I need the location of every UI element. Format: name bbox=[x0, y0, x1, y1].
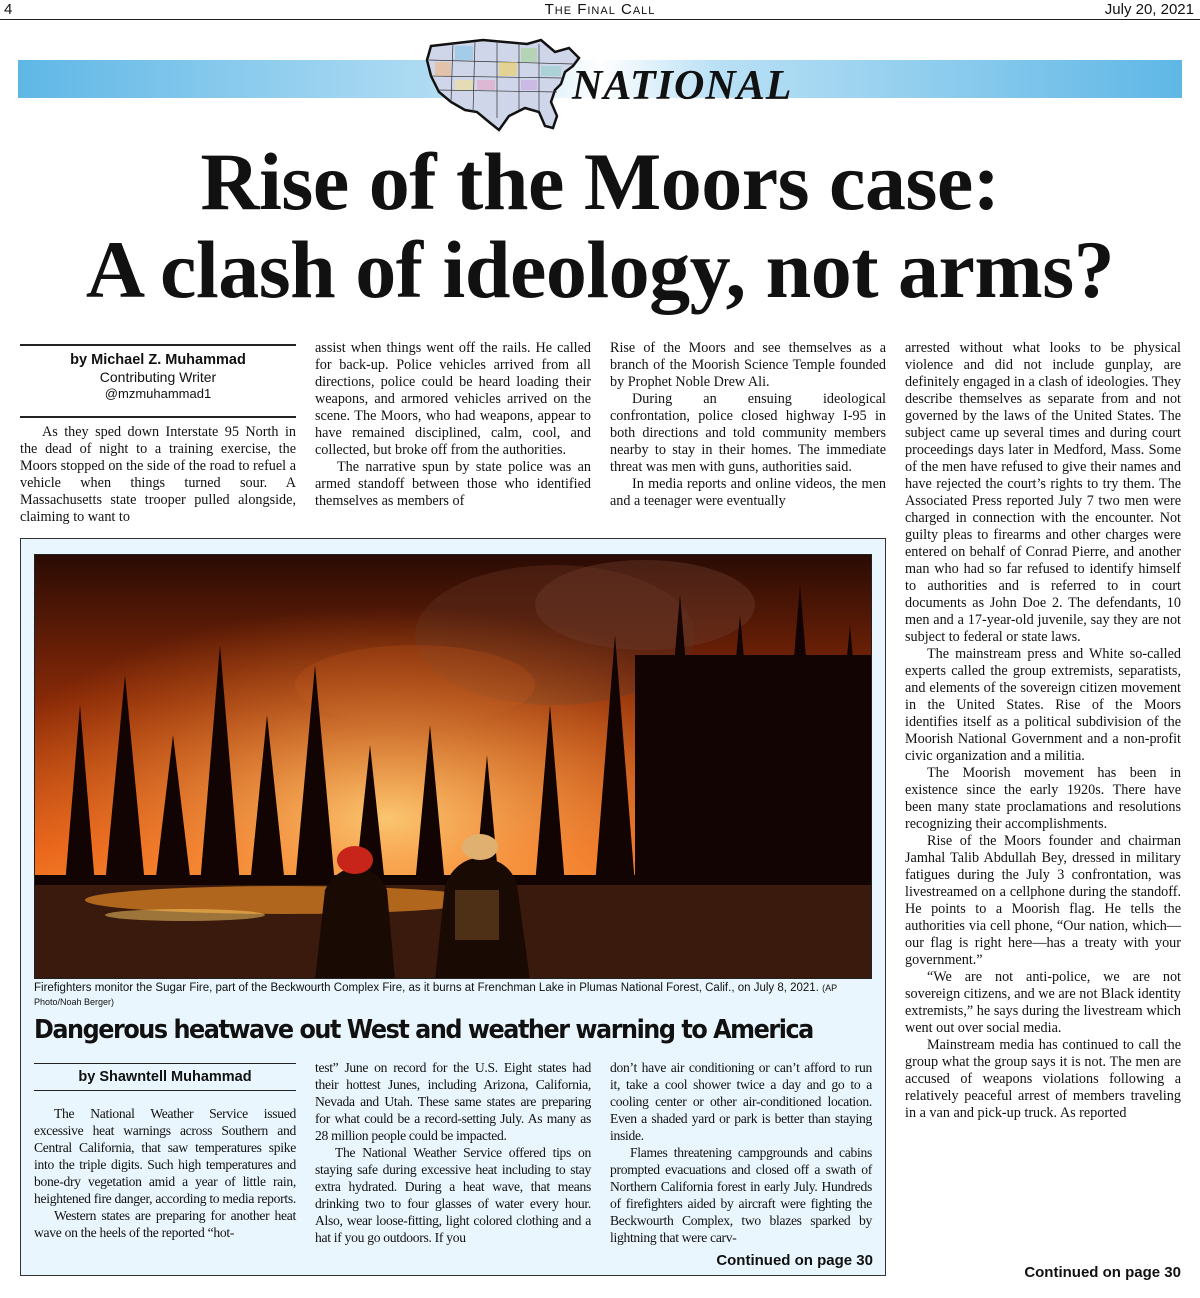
paragraph: Rise of the Moors founder and chairman Jamhal Talib Abdullah Bey, dressed in military fatigues during the July 3 confrontation, was livestreamed on a cellphone during the standoff. He points to a Moorish flag. He tells the authorities via cell phone, “Our nation, which—our flag is right here—has a treaty with your government.” bbox=[905, 833, 1181, 968]
continued-note: Continued on page 30 bbox=[716, 1252, 873, 1269]
sidebar-column-3 bbox=[610, 1059, 872, 1246]
continued-note: Continued on page 30 bbox=[1024, 1264, 1181, 1281]
paragraph: “We are not anti-police, we are not sovereign citizens, and we are not Black identity extremists,” he says during the livestream which went out over social media. bbox=[905, 969, 1181, 1036]
photo-caption bbox=[34, 981, 874, 1009]
folio-bar bbox=[0, 0, 1200, 20]
headline-line-1: Rise of the Moors case: bbox=[200, 136, 1000, 227]
paragraph: The National Weather Service offered tips on staying safe during excessive heat including to stay extra hydrated. During a heat wave, that means drinking two to four glasses of water every hour. Also, wear loose-fitting, light colored clothing and a hat if you go outdoors. If you bbox=[315, 1145, 591, 1245]
photo-credit: (AP Photo/Noah Berger) bbox=[34, 983, 837, 1007]
paragraph: assist when things went off the rails. He called for back-up. Police vehicles arrived from all directions, police could be heard loading their weapons, and armored vehicles arrived on the scene. The Moors, who had weapons, appear to have remained disciplined, calm, cool, and collected, but broke off from the authorities. bbox=[315, 340, 591, 458]
sidebar-article-box bbox=[20, 538, 886, 1276]
paragraph: The National Weather Service issued excessive heat warnings across Southern and Central California, that saw temperatures spike into the triple digits. Such high temperatures and bone-dry vegetation amid a year of little rain, heightened fire danger, according to media reports. bbox=[34, 1106, 296, 1206]
paragraph: test” June on record for the U.S. Eight states had their hottest Junes, including Arizona, California, Nevada and Utah. These same states are preparing for what could be a record-setting July. As many as 28 million people could be impacted. bbox=[315, 1060, 591, 1143]
paragraph: In media reports and online videos, the men and a teenager were eventually bbox=[610, 476, 886, 509]
paragraph: The narrative spun by state police was an armed standoff between those who identified themselves as members of bbox=[315, 459, 591, 509]
paragraph: Rise of the Moors and see themselves as a branch of the Moorish Science Temple founded by Prophet Noble Drew Ali. bbox=[610, 340, 886, 390]
author-name: by Michael Z. Muhammad bbox=[70, 352, 246, 368]
paragraph: don’t have air conditioning or can’t afford to run it, take a cool shower twice a day and go to a cooling center or other air-conditioned location. Even a shaded yard or park is better than staying inside. bbox=[610, 1060, 872, 1143]
us-map-icon bbox=[423, 32, 583, 136]
byline-box bbox=[20, 344, 296, 418]
paragraph: The mainstream press and White so-called experts called the group extremists, separatists, and elements of the sovereign citizen movement in the United States. Rise of the Moors identifies itself as a political subdivision of the Moorish National Government and a non-profit civic organization and a militia. bbox=[905, 646, 1181, 764]
author-title: Contributing Writer bbox=[99, 369, 217, 385]
paper-name: The Final Call bbox=[544, 1, 656, 18]
headline-line-2: A clash of ideology, not arms? bbox=[85, 224, 1115, 315]
caption-text: Firefighters monitor the Sugar Fire, part of the Beckwourth Complex Fire, as it burns at Frenchman Lake in Plumas National Forest, Calif., on July 8, 2021. bbox=[34, 982, 819, 994]
paragraph: As they sped down Interstate 95 North in the dead of night to a training exercise, the Moors stopped on the side of the road to refuel a vehicle when things turned sour. A Massachusetts state trooper pulled alongside, claiming to want to bbox=[20, 424, 296, 525]
issue-date: July 20, 2021 bbox=[1104, 1, 1194, 18]
article-column-4 bbox=[905, 340, 1181, 1122]
sidebar-headline: Dangerous heatwave out West and weather warning to America bbox=[34, 1015, 813, 1045]
sidebar-column-2 bbox=[315, 1059, 591, 1246]
paragraph: Flames threatening campgrounds and cabins prompted evacuations and closed off a swath of Northern California forest in early July. Hundreds of firefighters aided by aircraft were fighting the Beckwourth Complex, two blazes sparked by lightning that were carv- bbox=[610, 1145, 872, 1245]
article-column-2 bbox=[315, 340, 591, 510]
sidebar-byline: by Shawntell Muhammad bbox=[34, 1063, 296, 1091]
article-column-3 bbox=[610, 340, 886, 510]
headline bbox=[0, 138, 1200, 314]
paragraph: Western states are preparing for another heat wave on the heels of the reported “hot- bbox=[34, 1208, 296, 1240]
paragraph: Mainstream media has continued to call the group what the group says it is not. The men are accused of weapons violations following a relatively peaceful arrest of members traveling in a van and pick-up truck. As reported bbox=[905, 1037, 1181, 1121]
article-column-1 bbox=[20, 424, 296, 526]
paragraph: The Moorish movement has been in existence since the early 1920s. There have been many state proclamations and resolutions recognizing their accomplishments. bbox=[905, 765, 1181, 832]
page-number: 4 bbox=[4, 1, 13, 18]
wildfire-illustration bbox=[35, 555, 872, 979]
section-label: NATIONAL bbox=[572, 63, 793, 109]
author-handle: @mzmuhammad1 bbox=[104, 386, 212, 401]
paragraph: During an ensuing ideological confrontation, police closed highway I-95 in both directions and told community members nearby to stay in their homes. The immediate threat was men with guns, authorities said. bbox=[610, 391, 886, 475]
paragraph: arrested without what looks to be physical violence and did not include gunplay, are definitely engaged in a clash of ideologies. They describe themselves as separate from and not governed by the laws of the United States. The subject came up several times and during court proceedings days later in Medford, Mass. Some of the men have refused to give their names and have rejected the court’s rights to try them. The Associated Press reported July 7 two men were charged in connection with the encounter. Not guilty pleas to firearms and other charges were entered on behalf of Conrad Pierre, and another man who had so far refused to identify himself to authorities and is referred to in court documents as John Doe 2. The defendants, 10 men and a 17-year-old juvenile, say they are not subject to federal or state laws. bbox=[905, 340, 1181, 645]
wildfire-photo bbox=[34, 554, 872, 979]
sidebar-column-1 bbox=[34, 1105, 296, 1241]
